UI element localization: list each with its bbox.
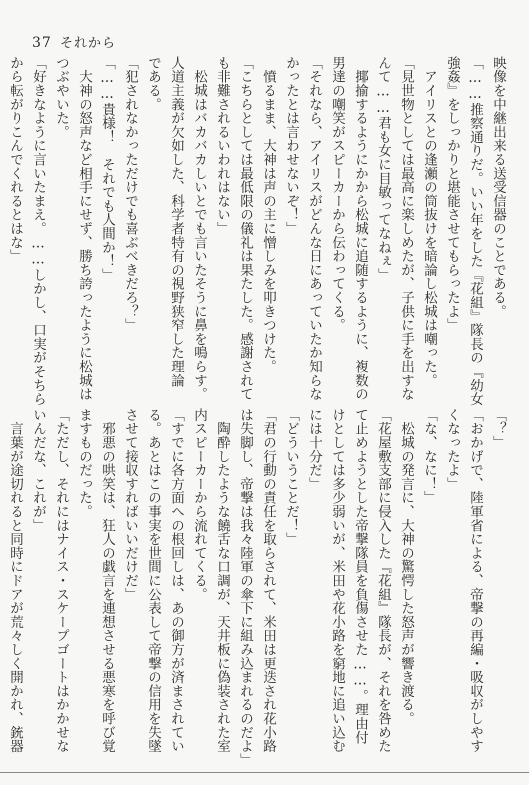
text-column: 男達の嘲笑がスピーカーから伝わってくる。	[329, 56, 345, 332]
text-column: 邪悪の哄笑は、狂人の戯言を連想させる悪寒を呼び覚	[99, 408, 115, 753]
text-column: 「犯されなかっただけでも喜ぶべきだろ？」	[122, 56, 138, 332]
text-column: る。あとはこの事実を世間に公表して帝撃の信用を失墜	[145, 408, 161, 753]
text-column: 陶酔したような饒舌な口調が、天井板に偽装された室	[214, 408, 230, 753]
text-column: いんだな、これが」	[30, 408, 46, 533]
text-column: も非難されるいわれはない」	[214, 56, 230, 236]
text-column: には十分だ」	[306, 408, 322, 491]
text-column: 「好きなように言いたまえ。……しかし、口実がそちら	[30, 56, 46, 406]
running-title: それから	[59, 36, 116, 51]
text-column: 「こちらとしては最低限の儀礼は果たした。感謝されて	[237, 56, 253, 401]
text-column: 憤るまま、大神は声の主に憎しみを叩きつけた。	[260, 56, 276, 374]
text-column: つぶやいた。	[53, 56, 69, 139]
text-column: 揶揄するようにかから松城に追随するように、複数の	[352, 56, 368, 401]
upper-text-block	[7, 56, 509, 406]
text-column: ますものだった。	[76, 408, 92, 519]
text-column: 内スピーカーから流れてくる。	[191, 408, 207, 602]
text-column: くなったよ」	[444, 408, 460, 491]
text-column: て止めようとした帝撃隊員を負傷させた……。理由付	[352, 408, 368, 745]
text-column: 「……貴様！ それでも人間か！」	[99, 56, 115, 282]
text-column: 「？」	[490, 408, 506, 450]
text-column: 「花屋敷支部に侵入した『花組』隊長が、それを咎めた	[375, 408, 391, 753]
text-column: 松城はバカバカしいとでも言いたそうに鼻を鳴らす。	[191, 56, 207, 401]
text-column: は失脚し、帝撃は我々陸軍の傘下に組み込まれるのだよ」	[237, 408, 253, 767]
page-header	[32, 32, 116, 51]
text-column: 言葉が途切れると同時にドアが荒々しく開かれ、銃器	[7, 408, 23, 753]
text-column: 「……推察通りだ。いい年をした『花組』隊長の『幼女	[467, 56, 483, 406]
text-column: 強姦』をしっかりと堪能させてもらったよ」	[444, 56, 460, 332]
lower-text-block	[7, 408, 509, 767]
text-column: 人道主義が欠如した、科学者特有の視野狭窄した理論	[168, 56, 184, 388]
text-column: 「どういうことだ！」	[283, 408, 299, 546]
text-column: 「見世物としては最高に楽しめたが、子供に手を出すな	[398, 56, 414, 401]
text-column: 「すでに各方面への根回しは、あの御方が済まされてい	[168, 408, 184, 753]
text-column: 「それなら、アイリスがどんな日にあっていたか知らな	[306, 56, 322, 401]
text-column: させて接収すればいいだけだ」	[122, 408, 138, 602]
text-column: んて……君も女に目敏ってなねぇ」	[375, 56, 391, 282]
text-column: 映像を中継出来る送受信器のことである。	[490, 56, 506, 319]
text-column: けとしては多少弱いが、米田や花小路を窮地に追い込む	[329, 408, 345, 753]
page-number: 37	[32, 35, 52, 51]
text-column: かったとは言わせないぞ！」	[283, 56, 299, 236]
text-column: 「ただし、それにはナイス・スケープゴートはかかせな	[53, 408, 69, 753]
text-column: 「君の行動の責任を取らされて、米田は更迭され花小路	[260, 408, 276, 753]
page-bottom-rule	[0, 772, 529, 773]
text-column: である。	[145, 56, 161, 112]
text-column: 「な、なに！」	[421, 408, 437, 505]
text-column: 「おかげで、陸軍省による、帝撃の再編・吸収がしやす	[467, 408, 483, 753]
text-column: 松城の発言に、大神の驚愕した怒声が響き渡る。	[398, 408, 414, 726]
text-column: 大神の怒声など相手にせず、勝ち誇ったように松城は	[76, 56, 92, 401]
text-column: アイリスとの逢瀬の筒抜けを暗論し松城は嘲った。	[421, 56, 437, 388]
text-column: から転がりこんでくれるとはな」	[7, 56, 23, 263]
